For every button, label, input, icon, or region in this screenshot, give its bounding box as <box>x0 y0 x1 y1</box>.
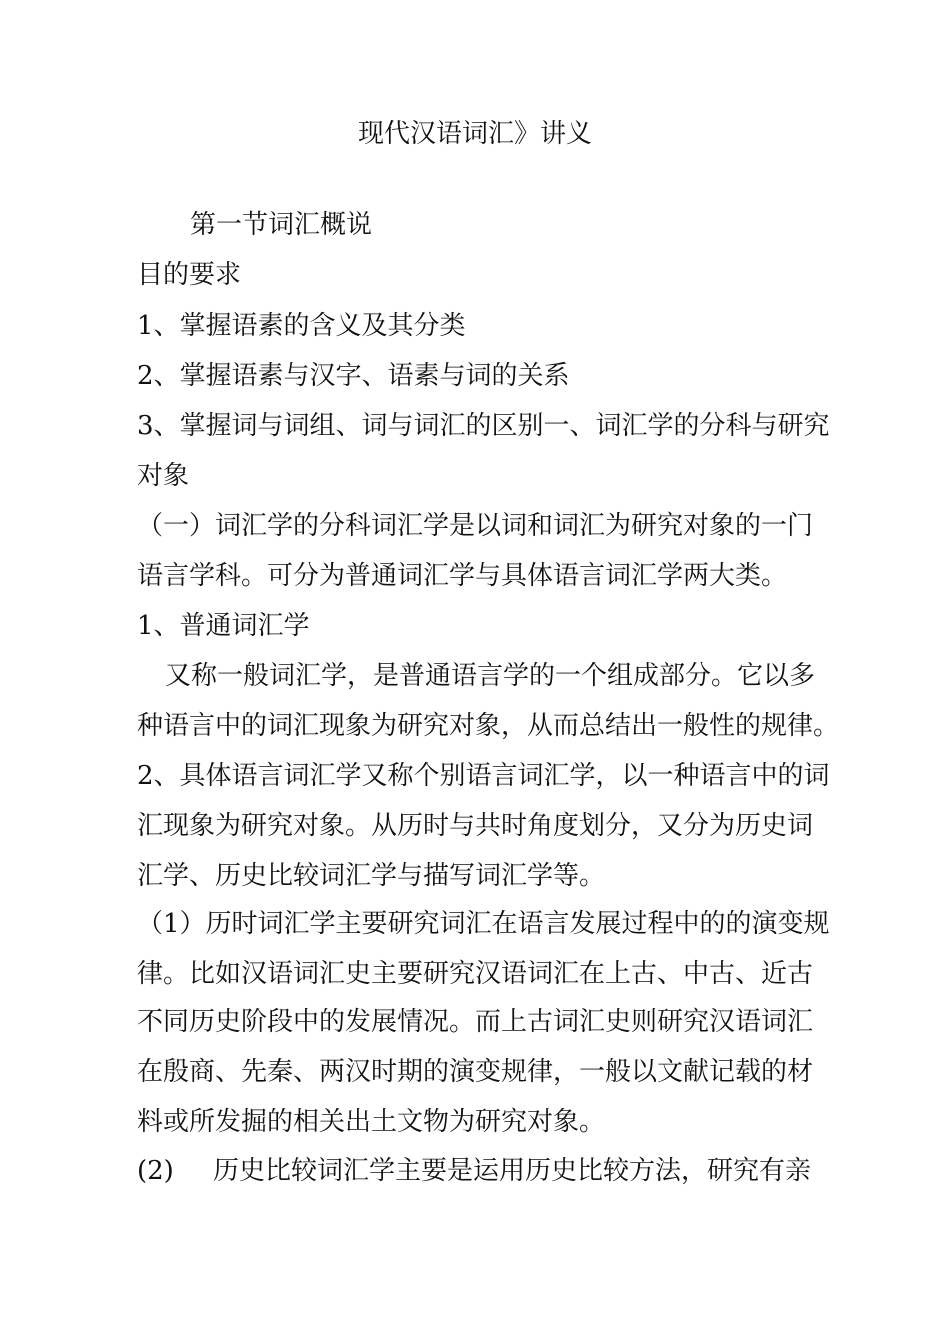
paragraph-line: 历史比较词汇学主要是运用历史比较方法，研究有亲 <box>213 1156 812 1186</box>
paragraph-line: （1）历时词汇学主要研究词汇在语言发展过程中的的演变规 <box>137 909 830 939</box>
objective-item-3: 3、掌握词与词组、词与词汇的区别一、词汇学的分科与研究 <box>137 411 830 441</box>
paragraph-line: 在殷商、先秦、两汉时期的演变规律，一般以文献记载的材 <box>137 1057 814 1087</box>
paragraph-line: 料或所发掘的相关出土文物为研究对象。 <box>137 1107 606 1137</box>
document-title: 现代汉语词汇》讲义 <box>357 119 592 149</box>
item-number-2: (2) <box>137 1156 174 1186</box>
paragraph-line: 汇学、历史比较词汇学与描写词汇学等。 <box>137 861 606 891</box>
section-title: 第一节词汇概说 <box>190 210 373 240</box>
objective-item-2: 2、掌握语素与汉字、语素与词的关系 <box>137 361 570 391</box>
paragraph-line: （一）词汇学的分科词汇学是以词和词汇为研究对象的一门 <box>137 511 814 541</box>
objective-item-3-continued: 对象 <box>137 461 190 491</box>
paragraph-line: 种语言中的词汇现象为研究对象，从而总结出一般性的规律。 <box>137 711 840 741</box>
subheading-general-lexicology: 1、普通词汇学 <box>137 611 310 641</box>
paragraph-line: 律。比如汉语词汇史主要研究汉语词汇在上古、中古、近古 <box>137 959 814 989</box>
paragraph-line: 不同历史阶段中的发展情况。而上古词汇史则研究汉语词汇 <box>137 1007 814 1037</box>
paragraph-line: 2、具体语言词汇学又称个别语言词汇学，以一种语言中的词 <box>137 761 830 791</box>
paragraph-line: 汇现象为研究对象。从历时与共时角度划分，又分为历史词 <box>137 811 814 841</box>
objective-heading: 目的要求 <box>137 260 242 290</box>
objective-item-1: 1、掌握语素的含义及其分类 <box>137 311 466 341</box>
paragraph-line: 语言学科。可分为普通词汇学与具体语言词汇学两大类。 <box>137 561 788 591</box>
paragraph-line: 又称一般词汇学，是普通语言学的一个组成部分。它以多 <box>165 661 816 691</box>
